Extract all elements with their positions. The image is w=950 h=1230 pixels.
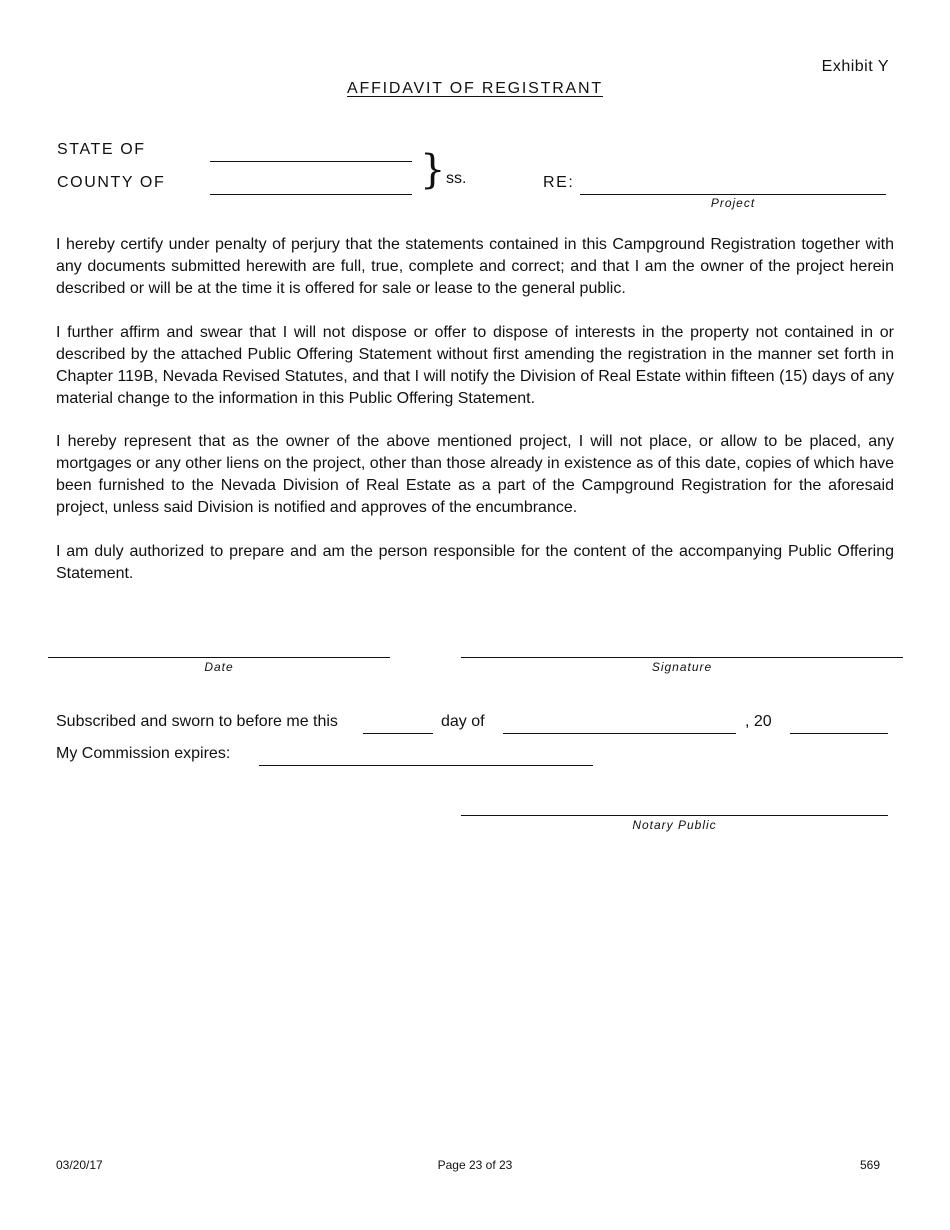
signature-field[interactable]: [461, 657, 903, 658]
re-label: RE:: [543, 174, 575, 191]
commission-label: My Commission expires:: [56, 745, 231, 762]
date-field[interactable]: [48, 657, 390, 658]
date-caption: Date: [204, 660, 234, 674]
certification-paragraph: I hereby certify under penalty of perjury that the statements contained in this Campground Registration together with any documents submitted herewith are full, true, complete and correct; and that I am the owner of the project herein described or will be at the time it is offered for sale or lease to the general public.: [56, 236, 894, 297]
project-caption: Project: [710, 196, 756, 210]
month-field[interactable]: [503, 733, 736, 734]
state-of-field[interactable]: [210, 161, 412, 162]
authorization-paragraph: I am duly authorized to prepare and am the person responsible for the content of the accompanying Public Offering Statement.: [56, 543, 894, 582]
representation-paragraph: I hereby represent that as the owner of the above mentioned project, I will not place, or allow to be placed, any mortgages or any other liens on the project, other than those already in existence as of this date, copies of which have been furnished to the Nevada Division of Real Estate as a part of the Campground Registration for the aforesaid project, unless said Division is notified and approves of the encumbrance.: [56, 433, 894, 516]
notary-caption: Notary Public: [632, 818, 717, 832]
commission-expires-field[interactable]: [259, 765, 593, 766]
venue-brace: }: [420, 147, 446, 193]
notary-signature-field[interactable]: [461, 815, 888, 816]
document-title: [0, 80, 950, 98]
day-field[interactable]: [363, 733, 433, 734]
document-title-text: AFFIDAVIT OF REGISTRANT: [347, 80, 603, 97]
county-of-label: COUNTY OF: [57, 174, 166, 191]
subscribed-label: Subscribed and sworn to before me this: [56, 713, 338, 730]
affirmation-paragraph: I further affirm and swear that I will not dispose or offer to dispose of interests in the property not contained in or described by the attached Public Offering Statement without first amending the registration in the manner set forth in Chapter 119B, Nevada Revised Statutes, and that I will notify the Division of Real Estate within fifteen (15) days of any material change to the information in this Public Offering Statement.: [56, 324, 894, 407]
year-prefix: , 20: [745, 713, 772, 730]
signature-caption: Signature: [651, 660, 713, 674]
day-of-label: day of: [441, 713, 485, 730]
project-field[interactable]: [580, 194, 886, 195]
exhibit-label: Exhibit Y: [821, 58, 889, 75]
footer-form-number: 569: [859, 1158, 880, 1172]
state-of-label: STATE OF: [57, 141, 146, 158]
footer-page-number: Page 23 of 23: [437, 1158, 513, 1172]
county-of-field[interactable]: [210, 194, 412, 195]
ss-label: ss.: [446, 170, 467, 187]
year-field[interactable]: [790, 733, 888, 734]
footer-date: 03/20/17: [56, 1158, 103, 1172]
